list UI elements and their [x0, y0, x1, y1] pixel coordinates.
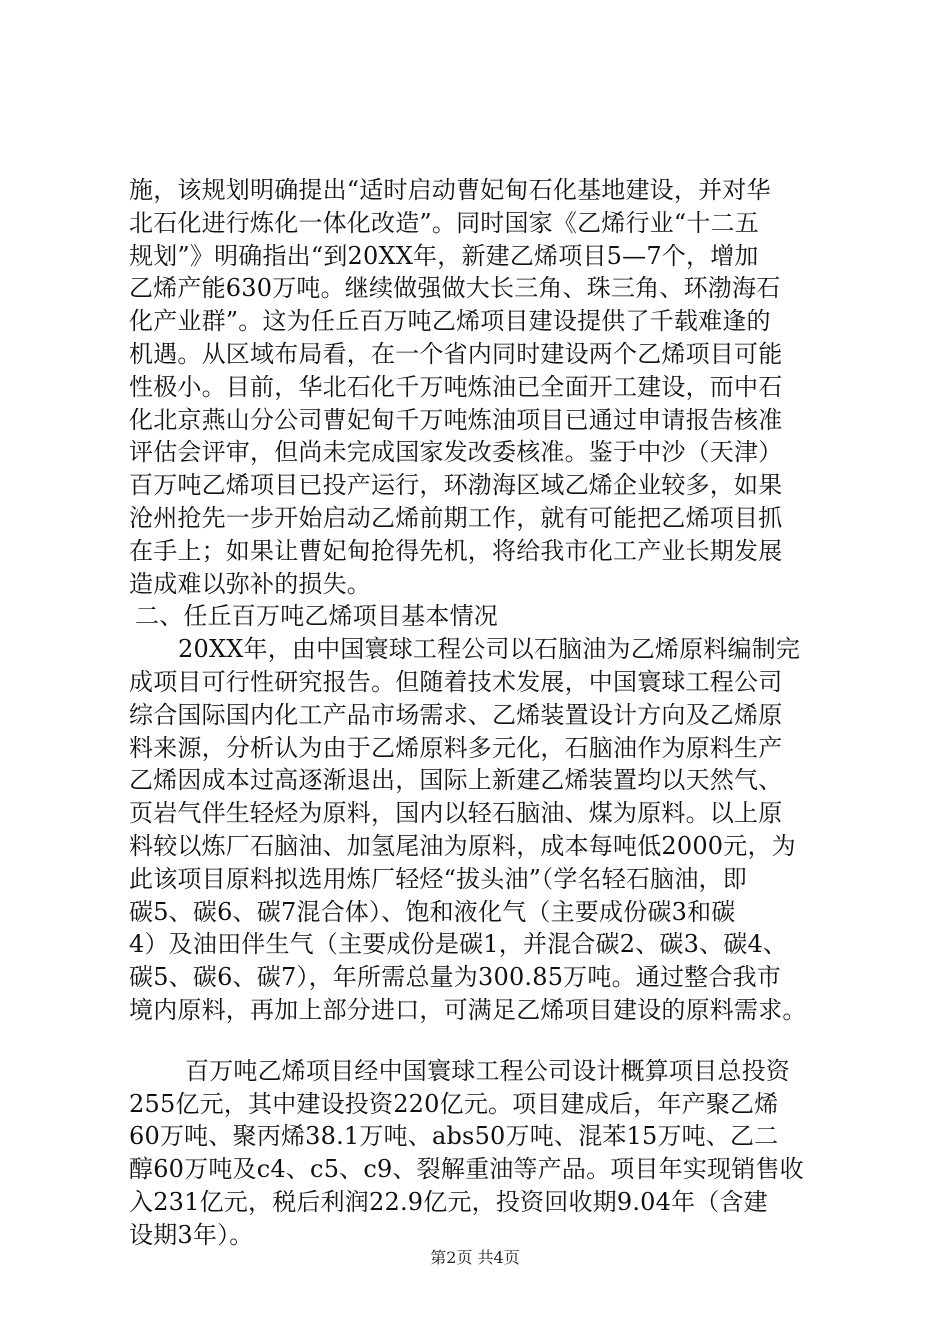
text-line: 20XX年，由中国寰球工程公司以石脑油为乙烯原料编制完 [178, 635, 801, 664]
text-line: 综合国际国内化工产品市场需求、乙烯装置设计方向及乙烯原 [129, 700, 783, 729]
text-line: 化北京燕山分公司曹妃甸千万吨炼油项目已通过申请报告核准 [129, 405, 783, 434]
text-line: 百万吨乙烯项目已投产运行，环渤海区域乙烯企业较多，如果 [129, 471, 783, 500]
text-line: 乙烯因成本过高逐渐退出，国际上新建乙烯装置均以天然气、 [129, 766, 783, 795]
text-line: 4）及油田伴生气（主要成份是碳1，并混合碳2、碳3、碳4、 [129, 930, 788, 959]
text-line: 施，该规划明确提出“适时启动曹妃甸石化基地建设，并对华 [129, 176, 771, 204]
page-number-footer: 第2页 共4页 [430, 1248, 520, 1267]
text-line: 料来源，分析认为由于乙烯原料多元化，石脑油作为原料生产 [129, 733, 783, 762]
text-line: 入231亿元，税后利润22.9亿元，投资回收期9.04年（含建 [129, 1187, 768, 1216]
text-line: 化产业群”。这为任丘百万吨乙烯项目建设提供了千载难逢的 [129, 307, 771, 336]
text-line: 规划”》明确指出“到20XX年，新建乙烯项目5—7个，增加 [129, 241, 759, 270]
text-line: 碳5、碳6、碳7），年所需总量为300.85万吨。通过整合我市 [129, 963, 781, 992]
paragraph-spacer [129, 1027, 829, 1055]
paragraph-investment [129, 1055, 829, 1252]
text-line: 乙烯产能630万吨。继续做强做大长三角、珠三角、环渤海石 [129, 274, 781, 303]
text-line: 性极小。目前，华北石化千万吨炼油已全面开工建设，而中石 [129, 372, 783, 401]
paragraph-planning-context [129, 174, 829, 600]
document-body [129, 174, 829, 1252]
text-line: 在手上；如果让曹妃甸抢得先机，将给我市化工产业长期发展 [129, 536, 783, 565]
text-line: 料较以炼厂石脑油、加氢尾油为原料，成本每吨低2000元，为 [129, 831, 796, 860]
text-line: 醇60万吨及c4、c5、c9、裂解重油等产品。项目年实现销售收 [129, 1155, 804, 1184]
text-line: 评估会评审，但尚未完成国家发改委核准。鉴于中沙（天津） [129, 438, 783, 467]
text-line: 成项目可行性研究报告。但随着技术发展，中国寰球工程公司 [129, 667, 783, 696]
text-line: 造成难以弥补的损失。 [129, 569, 371, 598]
text-line: 设期3年）。 [129, 1220, 254, 1249]
text-line: 机遇。从区域布局看，在一个省内同时建设两个乙烯项目可能 [129, 339, 783, 368]
text-line: 境内原料，再加上部分进口，可满足乙烯项目建设的原料需求。 [129, 995, 807, 1024]
text-line: 北石化进行炼化一体化改造”。同时国家《乙烯行业“十二五 [129, 208, 759, 237]
text-line: 沧州抢先一步开始启动乙烯前期工作，就有可能把乙烯项目抓 [129, 503, 783, 532]
text-line: 碳5、碳6、碳7混合体）、饱和液化气（主要成份碳3和碳 [129, 897, 736, 926]
paragraph-project-basics [129, 633, 829, 1027]
text-line: 此该项目原料拟选用炼厂轻烃“拔头油”（学名轻石脑油，即 [129, 864, 747, 893]
section-heading: 二、任丘百万吨乙烯项目基本情况 [135, 602, 498, 631]
text-line: 百万吨乙烯项目经中国寰球工程公司设计概算项目总投资 [185, 1056, 790, 1085]
text-line: 255亿元，其中建设投资220亿元。项目建成后，年产聚乙烯 [129, 1089, 779, 1118]
text-line: 60万吨、聚丙烯38.1万吨、abs50万吨、混苯15万吨、乙二 [129, 1122, 779, 1151]
text-line: 页岩气伴生轻烃为原料，国内以轻石脑油、煤为原料。以上原 [129, 799, 783, 828]
